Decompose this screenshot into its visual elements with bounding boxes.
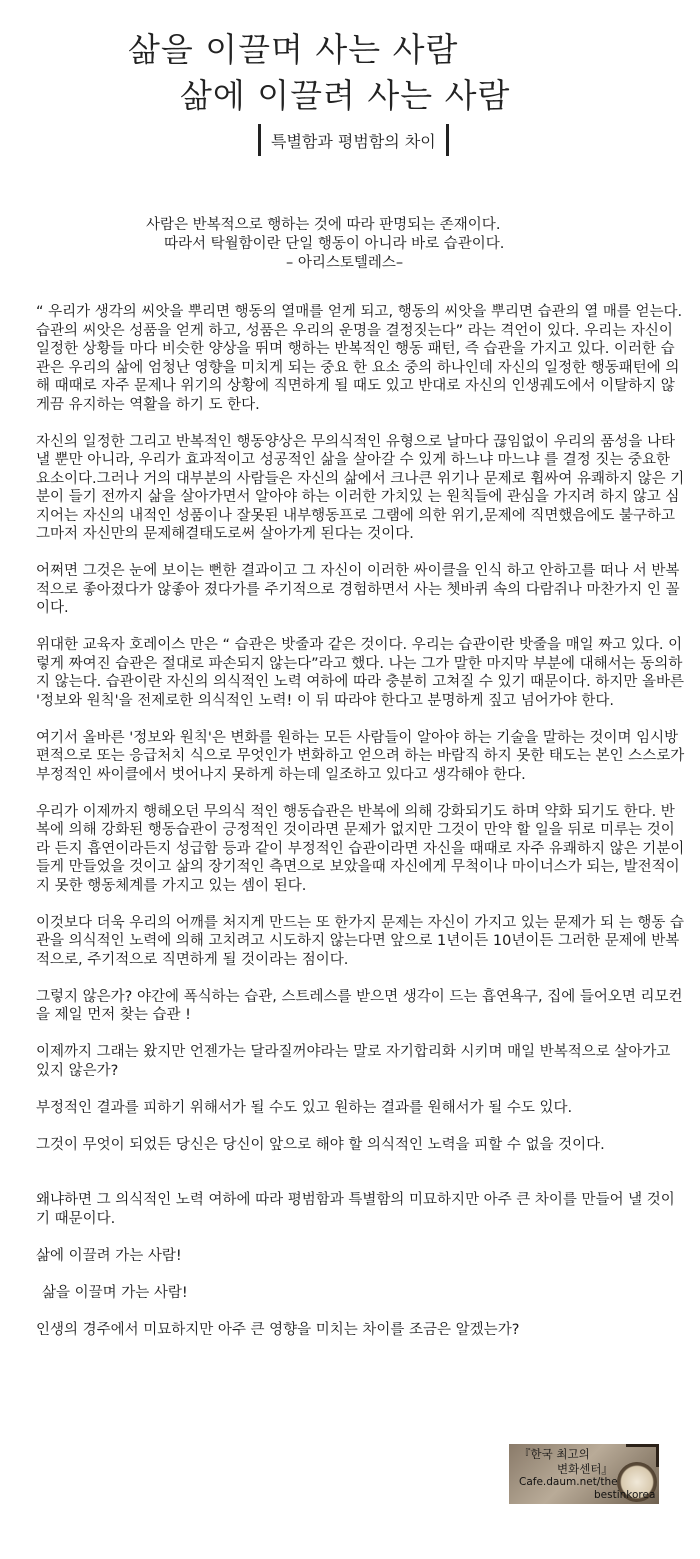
paragraph-2: 자신의 일정한 그리고 반복적인 행동양상은 무의식적인 유형으로 날마다 끊임없이 우리의 품성을 나타낼 뿐만 아니라, 우리가 효과적이고 성공적인 삶을 살아갈 수 있게 하느냐 마느냐 를 결정 짓는 중요한 요소이다.그러나 거의 대부분의 사람들은 자신의 삶에서 크나큰 위기나 문제로 휩싸여 유쾌하지 않은 기분이 들기 전까지 삶을 살아가면서 알아야 하는 이러한 가치있 는 원칙들에 관심을 가지려 하지 않고 심지어는 자신의 내적인 성품이나 잘못된 내부행동프로 그램에 의한 위기,문제에 직면했음에도 불구하고 그마저 자신만의 문제해결태도로써 살아가게 된다는 것이다. xyxy=(36,433,685,542)
paragraph-8: 그렇지 않은가? 야간에 폭식하는 습관, 스트레스를 받으면 생각이 드는 흡연욕구, 집에 들어오면 리모컨을 제일 먼저 찾는 습관 ! xyxy=(36,988,683,1023)
paragraph-6: 우리가 이제까지 행해오던 무의식 적인 행동습관은 반복에 의해 강화되기도 하며 약화 되기도 한다. 반복에 의해 강화된 행동습관이 긍정적인 것이라면 문제가 없지만 그것이 만약 할 일을 뒤로 미루는 것이라 든지 흡연이라든지 성급함 등과 같이 부정적인 습관이라면 자신을 때때로 자주 유쾌하지 않은 기분이 들게 만들었을 것이고 삶의 장기적인 측면으로 보았을때 자신에게 무척이나 마이너스가 되는, 발전적이지 못한 행동체계를 가지고 있는 셈이 된다. xyxy=(36,803,685,894)
article-body xyxy=(36,303,686,1358)
paragraph-15: 인생의 경주에서 미묘하지만 아주 큰 영향을 미치는 차이를 조금은 알겠는가? xyxy=(36,1321,520,1338)
paragraph-9: 이제까지 그래는 왔지만 언젠가는 달라질꺼야라는 말로 자기합리화 시키며 매일 반복적으로 살아가고 있지 않은가? xyxy=(36,1044,671,1079)
cafe-logo-image xyxy=(509,1444,659,1504)
quote-line-2: 따라서 탁월함이란 단일 행동이 아니라 바로 습관이다. xyxy=(164,236,505,252)
right-bar xyxy=(446,124,449,156)
paragraph-11: 그것이 무엇이 되었든 당신은 당신이 앞으로 해야 할 의식적인 노력을 피할 수 없을 것이다. xyxy=(36,1136,605,1153)
paragraph-5: 여기서 올바른 '정보와 원칙'은 변화를 원하는 모든 사람들이 알아야 하는 기술을 말하는 것이며 임시방편적으로 또는 응급처치 식으로 무엇인가 변화하고 얻으려 하는 바람직 하지 못한 태도는 본인 스스로가 부정적인 싸이클에서 벗어나지 못하게 하는데 일조하고 있다고 생각해야 한다. xyxy=(36,729,685,783)
logo-text-1: 『한국 최고의 xyxy=(519,1447,590,1461)
logo-text-4: bestinkorea xyxy=(594,1489,656,1501)
paragraph-13: 삶에 이끌려 가는 사람! xyxy=(36,1247,182,1264)
title-line-2: 삶에 이끌려 사는 사람 xyxy=(180,76,511,115)
logo-text-3: Cafe.daum.net/the xyxy=(519,1476,618,1488)
paragraph-14: 삶을 이끌며 가는 사람! xyxy=(42,1284,188,1301)
subtitle: 특별함과 평범함의 차이 xyxy=(271,131,436,151)
quote-line-1: 사람은 반복적으로 행하는 것에 따라 판명되는 존재이다. xyxy=(146,217,501,233)
title-line-1: 삶을 이끌며 사는 사람 xyxy=(128,30,459,69)
paragraph-12: 왜냐하면 그 의식적인 노력 여하에 따라 평범함과 특별함의 미묘하지만 아주 큰 차이를 만들어 낼 것이기 때문이다. xyxy=(36,1192,675,1227)
quote-attribution: – 아리스토텔레스– xyxy=(286,255,404,271)
paragraph-10: 부정적인 결과를 피하기 위해서가 될 수도 있고 원하는 결과를 원해서가 될 수도 있다. xyxy=(36,1099,573,1116)
paragraph-1: “ 우리가 생각의 씨앗을 뿌리면 행동의 열매를 얻게 되고, 행동의 씨앗을 뿌리면 습관의 열 매를 얻는다. 습관의 씨앗은 성품을 얻게 하고, 성품은 우리의 운명을 결정짓는다” 라는 격언이 있다. 우리는 자신이 일정한 상황들 마다 비슷한 양상을 뛰며 행하는 반복적인 행동 패턴, 즉 습관을 가지고 있다. 이러한 습관은 우리의 삶에 엄청난 영향을 미치게 되는 중요 한 요소 중의 하나인데 자신의 일정한 행동패턴에 의해 때때로 자주 문제나 위기의 상황에 직면하게 될 때도 있고 반대로 자신의 인생궤도에서 이탈하지 않게끔 유지하는 역활을 하기 도 한다. xyxy=(36,304,683,413)
subtitle-box xyxy=(258,124,449,156)
paragraph-4: 위대한 교육자 호레이스 만은 “ 습관은 밧줄과 같은 것이다. 우리는 습관이란 밧줄을 매일 짜고 있다. 이렇게 짜여진 습관은 절대로 파손되지 않는다”라고 했다. 나는 그가 말한 마지막 부분에 대해서는 동의하지 않는다. 습관이란 자신의 의식적인 노력 여하에 따라 충분히 고쳐질 수 있기 때문이다. 하지만 올바른 '정보와 원칙'을 전제로한 의식적인 노력! 이 뒤 따라야 한다고 분명하게 짚고 넘어가야 한다. xyxy=(36,637,685,709)
logo-text-2: 변화센터』 xyxy=(557,1462,613,1476)
paragraph-3: 어쩌면 그것은 눈에 보이는 뻔한 결과이고 그 자신이 이러한 싸이클을 인식 하고 안하고를 떠나 서 반복적으로 좋아졌다가 않좋아 졌다가를 주기적으로 경험하면서 사는 쳇바퀴 속의 다람쥐나 마찬가지 인 꼴이다. xyxy=(36,563,680,616)
paragraph-7: 이것보다 더욱 우리의 어깨를 처지게 만드는 또 한가지 문제는 자신이 가지고 있는 문제가 되 는 행동 습관을 의식적인 노력에 의해 고치려고 시도하지 않는다면 앞으로 1년이든 10년이든 그러한 문제에 반복적으로, 주기적으로 직면하게 될 것이라는 점이다. xyxy=(36,914,685,968)
